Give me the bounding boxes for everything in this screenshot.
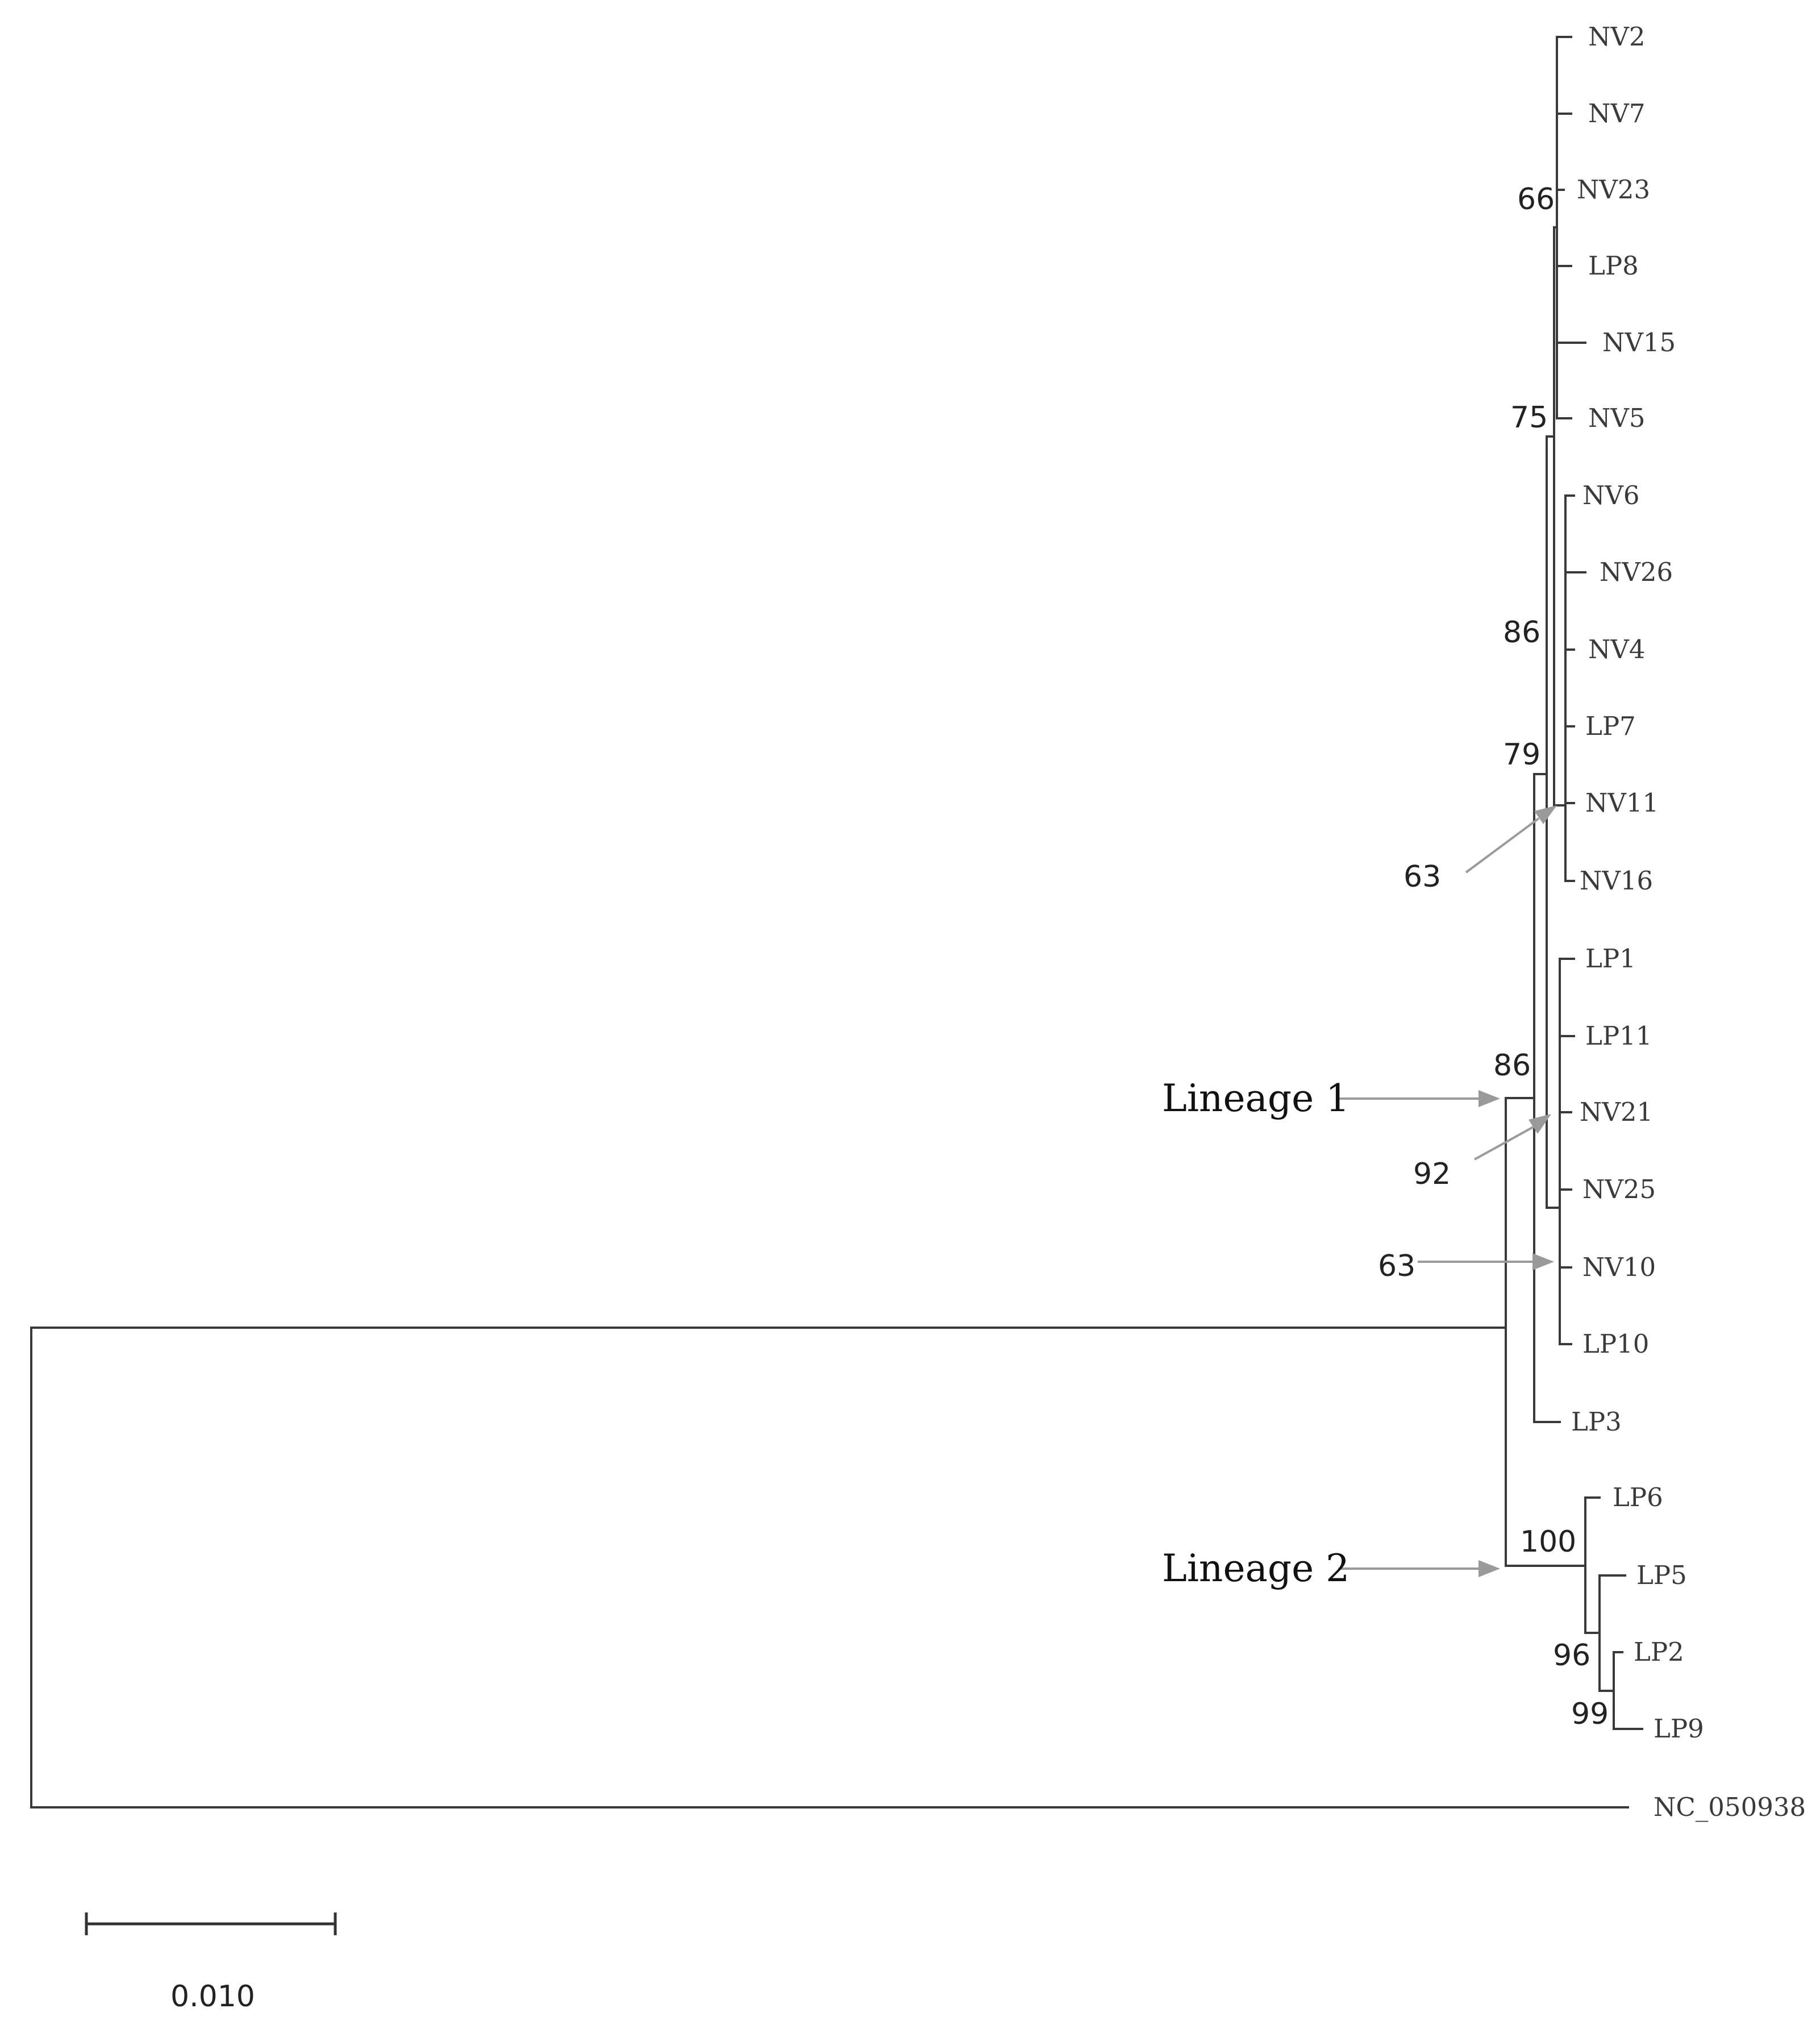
tip-label-NV11: NV11 [1585,788,1659,818]
tip-label-LP11: LP11 [1585,1021,1652,1051]
tip-label-NV23: NV23 [1577,174,1651,205]
tip-label-NV4: NV4 [1588,634,1646,664]
tip-label-NV6: NV6 [1582,480,1640,510]
tree-branches [31,37,1642,1807]
tip-label-LP7: LP7 [1585,711,1636,741]
scale-bar-label: 0.010 [170,1980,255,2014]
tip-label-NV16: NV16 [1580,866,1654,896]
tip-label-NV7: NV7 [1588,98,1646,128]
tip-label-LP8: LP8 [1588,251,1639,281]
arrow-lineage2-head [1479,1560,1500,1577]
tip-label-LP3: LP3 [1571,1407,1622,1437]
tip-label-NV26: NV26 [1600,557,1673,587]
tip-label-LP9: LP9 [1654,1714,1704,1744]
tip-label-LP1: LP1 [1585,943,1636,974]
support-96: 96 [1553,1639,1591,1673]
tip-labels [1571,22,1806,1822]
support-values [1378,182,1609,1731]
tip-label-NV2: NV2 [1588,22,1646,52]
tip-label-NV21: NV21 [1580,1097,1654,1127]
support-79: 79 [1503,738,1541,772]
support-100: 100 [1520,1525,1577,1559]
tip-label-LP10: LP10 [1582,1329,1650,1359]
support-66: 66 [1517,182,1555,217]
arrow-63-upper [1466,818,1539,872]
arrow-63-lower-head [1532,1253,1554,1270]
tip-label-NC_050938: NC_050938 [1654,1792,1806,1822]
tip-label-LP5: LP5 [1636,1560,1687,1590]
tip-label-LP2: LP2 [1634,1637,1684,1667]
lineage-labels [1162,1076,1350,1590]
tip-label-NV5: NV5 [1588,403,1646,433]
tip-label-NV25: NV25 [1582,1174,1656,1204]
arrow-lineage1-head [1479,1090,1500,1107]
support-86-upper: 86 [1503,616,1541,650]
support-86-lineage1: 86 [1493,1049,1531,1083]
tip-label-NV10: NV10 [1582,1252,1656,1282]
support-75: 75 [1510,401,1548,435]
lineage-1-label: Lineage 1 [1162,1076,1350,1120]
arrow-92 [1475,1126,1534,1159]
support-99: 99 [1571,1697,1609,1731]
support-63-upper: 63 [1403,860,1442,894]
scale-bar-group [86,1912,335,2014]
tip-label-LP6: LP6 [1613,1482,1663,1512]
annotation-arrows [1338,805,1557,1577]
tip-label-NV15: NV15 [1602,327,1676,357]
support-92: 92 [1413,1157,1451,1191]
lineage-2-label: Lineage 2 [1162,1546,1350,1590]
support-63-lower: 63 [1378,1249,1416,1283]
